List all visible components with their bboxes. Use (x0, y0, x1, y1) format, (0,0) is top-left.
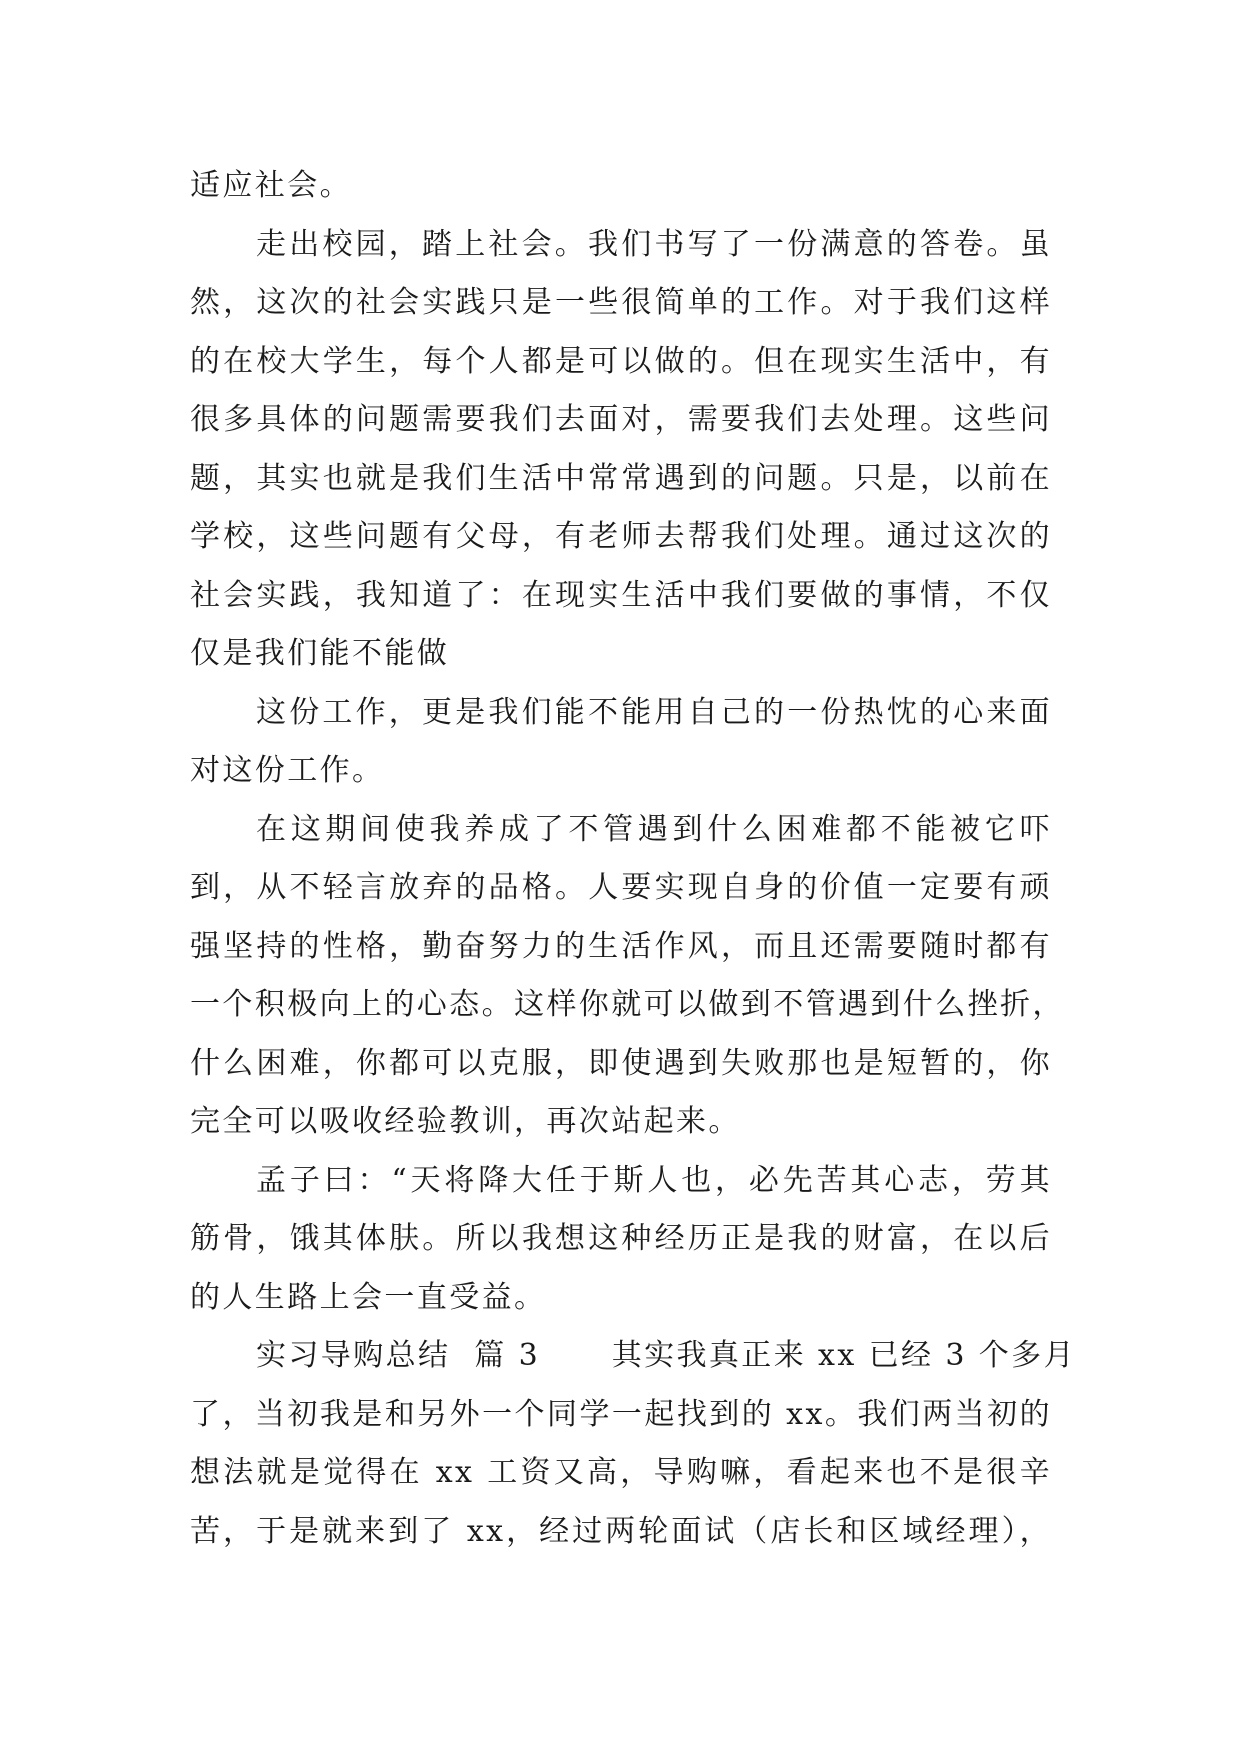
paragraph-start-line: 这份工作，更是我们能不能用自己的一份热忱的心来面 (256, 694, 1052, 730)
text-line: 强坚持的性格，勤奋努力的生活作风，而且还需要随时都有 (190, 928, 1052, 964)
text-line: 对这份工作。 (190, 753, 385, 788)
text-line: 苦，于是就来到了 xx，经过两轮面试（店长和区域经理）， (190, 1513, 1052, 1549)
paragraph-start-line: 孟子曰：“天将降大任于斯人也，必先苦其心志，劳其 (256, 1162, 1052, 1198)
paragraph-start-line: 在这期间使我养成了不管遇到什么困难都不能被它吓 (256, 811, 1052, 847)
text-line: 一个积极向上的心态。这样你就可以做到不管遇到什么挫折， (190, 987, 1065, 1022)
text-line: 的人生路上会一直受益。 (190, 1279, 547, 1315)
section-heading-line: 实习导购总结 篇 3 其实我真正来 xx 已经 3 个多月 (256, 1338, 1076, 1373)
text-line: 的在校大学生，每个人都是可以做的。但在现实生活中，有 (190, 343, 1052, 379)
text-line: 什么困难，你都可以克服，即使遇到失败那也是短暂的，你 (190, 1045, 1052, 1081)
text-line: 很多具体的问题需要我们去面对，需要我们去处理。这些问 (190, 402, 1052, 437)
body-text (190, 157, 1076, 1561)
text-line: 到，从不轻言放弃的品格。人要实现自身的价值一定要有顽 (190, 870, 1052, 905)
text-line: 想法就是觉得在 xx 工资又高，导购嘛，看起来也不是很辛 (190, 1455, 1052, 1490)
text-line: 完全可以吸收经验教训，再次站起来。 (190, 1104, 741, 1139)
text-line: 了，当初我是和另外一个同学一起找到的 xx。我们两当初的 (190, 1396, 1052, 1432)
text-line: 题，其实也就是我们生活中常常遇到的问题。只是，以前在 (190, 460, 1052, 496)
text-line: 适应社会。 (190, 168, 352, 203)
paragraph-start-line: 走出校园，踏上社会。我们书写了一份满意的答卷。虽 (256, 226, 1052, 262)
text-line: 仅是我们能不能做 (190, 636, 450, 671)
text-line: 社会实践，我知道了：在现实生活中我们要做的事情，不仅 (190, 577, 1052, 613)
text-line: 学校，这些问题有父母，有老师去帮我们处理。通过这次的 (190, 519, 1052, 554)
text-line: 然，这次的社会实践只是一些很简单的工作。对于我们这样 (190, 285, 1052, 320)
text-line: 筋骨，饿其体肤。所以我想这种经历正是我的财富，在以后 (190, 1221, 1052, 1256)
